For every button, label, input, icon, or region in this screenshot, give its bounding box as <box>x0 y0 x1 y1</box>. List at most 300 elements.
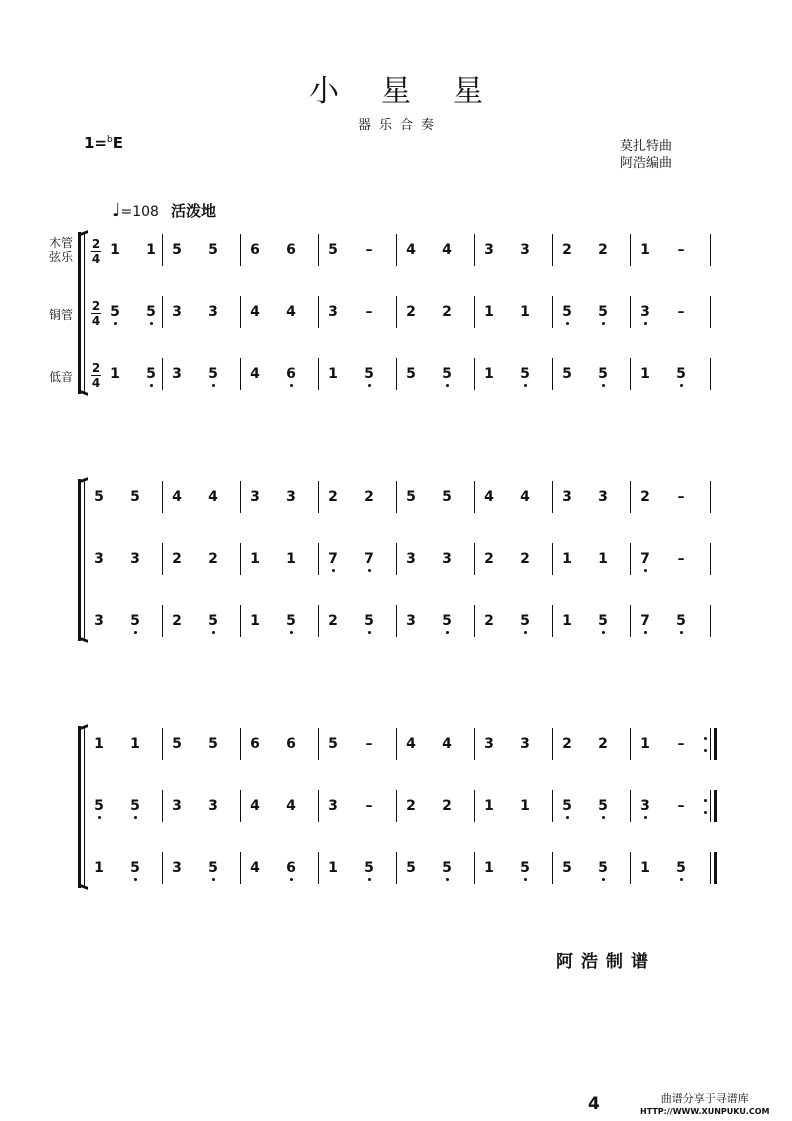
barline <box>162 481 163 513</box>
barline <box>552 852 553 884</box>
note: 1 <box>640 366 650 382</box>
note: 5 <box>208 366 218 382</box>
barline <box>474 790 475 822</box>
barline <box>474 728 475 760</box>
time-signature <box>91 300 101 327</box>
note: 3 <box>484 736 494 752</box>
barline <box>240 790 241 822</box>
note: 3 <box>406 613 416 629</box>
low-octave-dot <box>524 631 527 634</box>
note: 3 <box>640 798 650 814</box>
note: 2 <box>328 489 338 505</box>
note: 7 <box>640 551 650 567</box>
note: 5 <box>94 798 104 814</box>
low-octave-dot <box>98 816 101 819</box>
note: 5 <box>442 860 452 876</box>
note: 1 <box>328 860 338 876</box>
barline <box>240 605 241 637</box>
barline <box>474 605 475 637</box>
tempo-marking <box>112 200 216 221</box>
footer-watermark <box>640 1092 770 1118</box>
instrument-name: 木管 <box>48 236 73 250</box>
time-signature <box>91 362 101 389</box>
instrument-name: 低音 <box>48 370 73 384</box>
barline <box>474 358 475 390</box>
note: 3 <box>172 304 182 320</box>
barline <box>162 728 163 760</box>
note: 5 <box>562 798 572 814</box>
barline <box>162 790 163 822</box>
barline <box>240 296 241 328</box>
note: 1 <box>250 551 260 567</box>
note: 5 <box>442 366 452 382</box>
low-octave-dot <box>212 384 215 387</box>
note: 3 <box>130 551 140 567</box>
barline <box>552 234 553 266</box>
low-octave-dot <box>212 631 215 634</box>
note: 1 <box>250 613 260 629</box>
barline <box>552 296 553 328</box>
flat-accidental: b <box>107 135 113 145</box>
rest-dash: – <box>677 798 685 814</box>
footer-url: HTTP://WWW.XUNPUKU.COM <box>640 1107 770 1116</box>
note: 1 <box>110 242 120 258</box>
note: 1 <box>286 551 296 567</box>
page-subtitle: 器乐合奏 <box>357 118 442 133</box>
low-octave-dot <box>368 878 371 881</box>
barline <box>240 234 241 266</box>
system-left-line <box>84 479 85 641</box>
rest-dash: – <box>677 304 685 320</box>
note: 2 <box>406 798 416 814</box>
note: 1 <box>484 798 494 814</box>
note: 5 <box>520 860 530 876</box>
low-octave-dot <box>368 631 371 634</box>
note: 5 <box>130 613 140 629</box>
barline <box>318 481 319 513</box>
note: 1 <box>640 242 650 258</box>
note: 5 <box>328 736 338 752</box>
note: 5 <box>364 860 374 876</box>
note: 4 <box>250 860 260 876</box>
barline <box>318 728 319 760</box>
page-title: 小星星 <box>309 74 525 109</box>
note: 2 <box>598 736 608 752</box>
barline <box>474 481 475 513</box>
note: 1 <box>328 366 338 382</box>
low-octave-dot <box>602 878 605 881</box>
low-octave-dot <box>680 384 683 387</box>
note: 7 <box>364 551 374 567</box>
note: 5 <box>676 613 686 629</box>
note: 6 <box>250 736 260 752</box>
note: 5 <box>520 613 530 629</box>
note: 3 <box>406 551 416 567</box>
final-thick-barline <box>714 852 717 884</box>
note: 4 <box>406 736 416 752</box>
key-note: E <box>112 134 123 152</box>
note: 5 <box>676 860 686 876</box>
low-octave-dot <box>446 384 449 387</box>
note: 5 <box>598 366 608 382</box>
note: 4 <box>442 736 452 752</box>
note: 2 <box>484 613 494 629</box>
barline <box>162 543 163 575</box>
repeat-dot <box>704 799 707 802</box>
barline <box>630 852 631 884</box>
low-octave-dot <box>680 878 683 881</box>
key-signature <box>84 134 123 152</box>
note: 5 <box>172 242 182 258</box>
note: 3 <box>208 304 218 320</box>
time-sig-bottom: 4 <box>91 376 101 390</box>
low-octave-dot <box>150 384 153 387</box>
note: 5 <box>146 304 156 320</box>
low-octave-dot <box>524 878 527 881</box>
low-octave-dot <box>524 384 527 387</box>
barline <box>710 481 711 513</box>
footer-text: 曲谱分享于寻谱库 <box>660 1092 749 1105</box>
barline <box>318 296 319 328</box>
note: 2 <box>442 798 452 814</box>
note: 3 <box>250 489 260 505</box>
note: 2 <box>208 551 218 567</box>
repeat-dot <box>704 811 707 814</box>
instrument-label <box>46 236 76 264</box>
final-thick-barline <box>714 728 717 760</box>
note: 5 <box>328 242 338 258</box>
bracket-bottom <box>78 636 88 643</box>
barline <box>710 605 711 637</box>
note: 3 <box>520 736 530 752</box>
time-sig-top: 2 <box>91 299 101 313</box>
time-sig-bottom: 4 <box>91 252 101 266</box>
note: 1 <box>484 860 494 876</box>
barline <box>630 790 631 822</box>
repeat-dot <box>704 749 707 752</box>
note: 5 <box>406 860 416 876</box>
note: 1 <box>598 551 608 567</box>
barline <box>710 543 711 575</box>
note: 2 <box>442 304 452 320</box>
low-octave-dot <box>644 631 647 634</box>
note: 2 <box>406 304 416 320</box>
note: 6 <box>286 366 296 382</box>
note: 3 <box>328 304 338 320</box>
note: 2 <box>172 551 182 567</box>
note: 3 <box>208 798 218 814</box>
barline <box>474 543 475 575</box>
barline <box>162 234 163 266</box>
note: 5 <box>520 366 530 382</box>
note: 5 <box>598 304 608 320</box>
barline <box>240 481 241 513</box>
note: 2 <box>328 613 338 629</box>
system-left-line <box>84 232 85 394</box>
note: 2 <box>520 551 530 567</box>
note: 3 <box>286 489 296 505</box>
note: 5 <box>364 366 374 382</box>
barline <box>162 296 163 328</box>
rest-dash: – <box>677 489 685 505</box>
barline <box>630 296 631 328</box>
barline <box>552 543 553 575</box>
note: 5 <box>172 736 182 752</box>
note: 4 <box>250 798 260 814</box>
note: 4 <box>208 489 218 505</box>
system-bracket <box>78 479 81 641</box>
note: 1 <box>484 304 494 320</box>
barline <box>240 852 241 884</box>
instrument-name: 铜管 <box>48 308 73 322</box>
note: 3 <box>520 242 530 258</box>
note: 5 <box>110 304 120 320</box>
note: 5 <box>146 366 156 382</box>
note: 5 <box>598 798 608 814</box>
note: 3 <box>562 489 572 505</box>
note: 3 <box>172 798 182 814</box>
barline <box>552 605 553 637</box>
final-thick-barline <box>714 790 717 822</box>
barline <box>162 358 163 390</box>
note: 5 <box>130 798 140 814</box>
bracket-bottom <box>78 883 88 890</box>
low-octave-dot <box>134 631 137 634</box>
barline <box>162 852 163 884</box>
note: 5 <box>130 860 140 876</box>
instrument-label <box>46 308 76 322</box>
note: 3 <box>442 551 452 567</box>
note: 5 <box>562 304 572 320</box>
barline <box>396 852 397 884</box>
key-prefix: 1= <box>84 134 108 152</box>
rest-dash: – <box>677 551 685 567</box>
note: 4 <box>286 798 296 814</box>
barline <box>396 234 397 266</box>
note: 3 <box>94 613 104 629</box>
barline <box>710 790 711 822</box>
note: 1 <box>640 860 650 876</box>
barline <box>396 790 397 822</box>
note: 1 <box>520 798 530 814</box>
barline <box>318 790 319 822</box>
note: 5 <box>364 613 374 629</box>
note: 3 <box>172 860 182 876</box>
instrument-label <box>46 370 76 384</box>
note: 3 <box>598 489 608 505</box>
low-octave-dot <box>680 631 683 634</box>
note: 2 <box>598 242 608 258</box>
note: 5 <box>562 366 572 382</box>
low-octave-dot <box>290 878 293 881</box>
system-left-line <box>84 726 85 888</box>
note: 5 <box>208 860 218 876</box>
note: 2 <box>172 613 182 629</box>
arranger-credit: 阿浩编曲 <box>620 156 673 171</box>
rest-dash: – <box>365 798 373 814</box>
note: 4 <box>250 304 260 320</box>
note: 5 <box>406 489 416 505</box>
barline <box>474 852 475 884</box>
low-octave-dot <box>644 322 647 325</box>
quarter-note-icon: ♩ <box>112 200 121 221</box>
low-octave-dot <box>290 384 293 387</box>
note: 5 <box>598 860 608 876</box>
low-octave-dot <box>114 322 117 325</box>
time-signature <box>91 238 101 265</box>
rest-dash: – <box>365 736 373 752</box>
barline <box>474 234 475 266</box>
note: 5 <box>208 736 218 752</box>
note: 2 <box>562 242 572 258</box>
barline <box>710 852 711 884</box>
low-octave-dot <box>446 878 449 881</box>
barline <box>552 728 553 760</box>
low-octave-dot <box>150 322 153 325</box>
barline <box>240 543 241 575</box>
barline <box>318 358 319 390</box>
low-octave-dot <box>446 631 449 634</box>
transcriber-signature: 阿浩制谱 <box>556 952 656 972</box>
barline <box>240 728 241 760</box>
low-octave-dot <box>602 816 605 819</box>
system-bracket <box>78 232 81 394</box>
barline <box>162 605 163 637</box>
rest-dash: – <box>677 736 685 752</box>
low-octave-dot <box>368 384 371 387</box>
note: 5 <box>562 860 572 876</box>
note: 5 <box>442 613 452 629</box>
note: 3 <box>484 242 494 258</box>
note: 2 <box>562 736 572 752</box>
note: 1 <box>146 242 156 258</box>
rest-dash: – <box>677 242 685 258</box>
low-octave-dot <box>644 569 647 572</box>
note: 5 <box>94 489 104 505</box>
low-octave-dot <box>134 816 137 819</box>
note: 4 <box>442 242 452 258</box>
barline <box>710 728 711 760</box>
barline <box>318 852 319 884</box>
note: 1 <box>110 366 120 382</box>
note: 5 <box>208 613 218 629</box>
note: 3 <box>328 798 338 814</box>
barline <box>240 358 241 390</box>
barline <box>552 481 553 513</box>
barline <box>318 543 319 575</box>
barline <box>318 234 319 266</box>
note: 6 <box>250 242 260 258</box>
page-number: 4 <box>588 1094 600 1114</box>
time-sig-top: 2 <box>91 361 101 375</box>
barline <box>396 543 397 575</box>
note: 5 <box>442 489 452 505</box>
note: 1 <box>130 736 140 752</box>
barline <box>396 481 397 513</box>
barline <box>630 728 631 760</box>
note: 6 <box>286 860 296 876</box>
note: 2 <box>364 489 374 505</box>
barline <box>396 296 397 328</box>
time-sig-bottom: 4 <box>91 314 101 328</box>
instrument-name: 弦乐 <box>48 250 73 264</box>
note: 2 <box>484 551 494 567</box>
note: 6 <box>286 736 296 752</box>
note: 4 <box>484 489 494 505</box>
note: 2 <box>640 489 650 505</box>
note: 5 <box>598 613 608 629</box>
barline <box>396 605 397 637</box>
barline <box>552 358 553 390</box>
system-bracket <box>78 726 81 888</box>
barline <box>630 543 631 575</box>
note: 7 <box>640 613 650 629</box>
time-sig-top: 2 <box>91 237 101 251</box>
barline <box>396 728 397 760</box>
note: 1 <box>640 736 650 752</box>
barline <box>630 234 631 266</box>
barline <box>710 358 711 390</box>
tempo-expression: 活泼地 <box>170 202 216 220</box>
low-octave-dot <box>602 384 605 387</box>
note: 5 <box>676 366 686 382</box>
note: 7 <box>328 551 338 567</box>
credits <box>620 138 672 172</box>
low-octave-dot <box>566 816 569 819</box>
rest-dash: – <box>365 242 373 258</box>
note: 5 <box>130 489 140 505</box>
barline <box>396 358 397 390</box>
barline <box>318 605 319 637</box>
low-octave-dot <box>602 322 605 325</box>
note: 3 <box>640 304 650 320</box>
note: 3 <box>94 551 104 567</box>
low-octave-dot <box>332 569 335 572</box>
repeat-dot <box>704 737 707 740</box>
barline <box>552 790 553 822</box>
note: 1 <box>562 613 572 629</box>
note: 1 <box>520 304 530 320</box>
note: 6 <box>286 242 296 258</box>
note: 3 <box>172 366 182 382</box>
low-octave-dot <box>134 878 137 881</box>
note: 1 <box>484 366 494 382</box>
low-octave-dot <box>566 322 569 325</box>
low-octave-dot <box>368 569 371 572</box>
low-octave-dot <box>212 878 215 881</box>
note: 5 <box>406 366 416 382</box>
note: 4 <box>172 489 182 505</box>
tempo-bpm: =108 <box>120 204 159 220</box>
composer-credit: 莫扎特曲 <box>620 139 673 154</box>
note: 5 <box>286 613 296 629</box>
barline <box>710 234 711 266</box>
barline <box>710 296 711 328</box>
rest-dash: – <box>365 304 373 320</box>
barline <box>630 481 631 513</box>
note: 1 <box>94 736 104 752</box>
barline <box>474 296 475 328</box>
note: 4 <box>406 242 416 258</box>
low-octave-dot <box>602 631 605 634</box>
bracket-bottom <box>78 389 88 396</box>
barline <box>630 605 631 637</box>
note: 4 <box>286 304 296 320</box>
low-octave-dot <box>290 631 293 634</box>
note: 4 <box>250 366 260 382</box>
note: 1 <box>562 551 572 567</box>
note: 5 <box>208 242 218 258</box>
